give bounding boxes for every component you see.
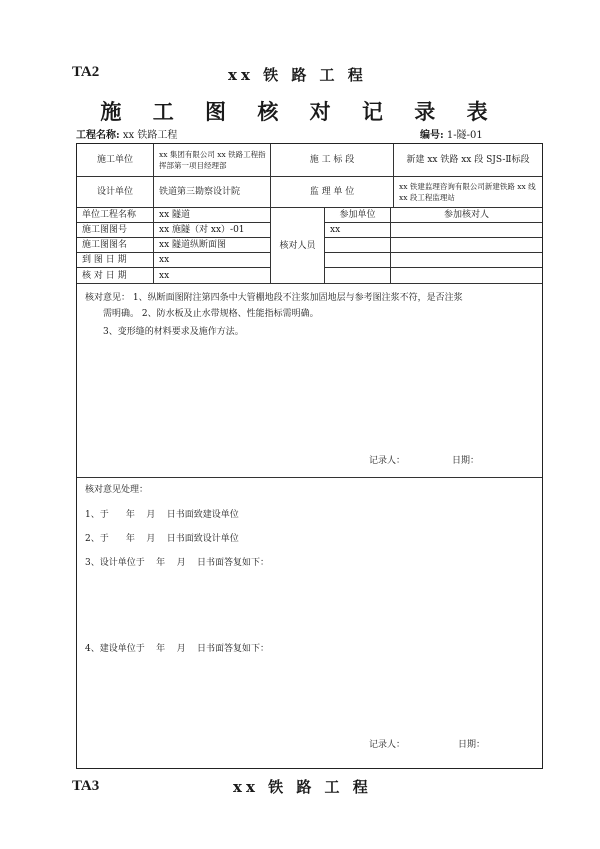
project-name — [76, 126, 177, 141]
handling-title: 核对意见处理： — [85, 485, 149, 495]
opinion-line-1: 核对意见： 1、纵断面图附注第四条中大管棚地段不注浆加固地层与参考图注浆不符，是否注浆 — [85, 293, 463, 303]
drawing-number-value: xx 施隧（对 xx）-01 — [159, 225, 245, 235]
page-title: 施 工 图 核 对 记 录 表 — [100, 99, 500, 124]
construction-unit-label: 施工单位 — [96, 155, 133, 165]
unit-project-value: xx 隧道 — [159, 210, 191, 220]
handling-item-4: 4、建设单位于 年 月 日书面答复如下： — [85, 644, 270, 654]
project-name-value: xx 铁路工程 — [122, 130, 178, 141]
design-unit-label: 设计单位 — [96, 187, 133, 197]
design-unit-value: 铁道第三勘察设计院 — [159, 187, 241, 197]
construction-unit-value: xx 集团有限公司 xx 铁路工程指挥部第一项目经理部 — [159, 150, 266, 170]
handling-item-1: 1、于 年 月 日书面致建设单位 — [85, 510, 239, 520]
opinion-date-label: 日期： — [452, 456, 480, 466]
drawing-name-value: xx 隧道纵断面图 — [159, 240, 227, 250]
form-number-label: 编号: — [420, 130, 444, 141]
row-divider — [324, 267, 542, 268]
check-date-label: 核 对 日 期 — [82, 270, 127, 281]
check-record-table — [76, 143, 543, 769]
handling-recorder-label: 记录人： — [369, 740, 406, 750]
opinion-line-2: 需明确。 2、防水板及止水带规格、性能指标需明确。 — [103, 309, 319, 319]
opinion-recorder-label: 记录人： — [369, 456, 406, 466]
form-code: TA2 — [72, 64, 100, 80]
row-divider — [77, 477, 542, 478]
participating-person-header: 参加核对人 — [443, 210, 489, 220]
arrival-date-value: xx — [159, 255, 170, 265]
supervision-value: xx 铁建监理咨询有限公司新建铁路 xx 线 xx 段工程监理站 — [399, 182, 536, 202]
form-number — [420, 126, 483, 141]
drawing-name-label: 施工图图名 — [82, 240, 128, 250]
participating-unit-header: 参加单位 — [339, 210, 376, 220]
row-divider — [324, 237, 542, 238]
header-project: xx 铁 路 工 程 — [228, 66, 367, 84]
project-name-label: 工程名称: — [76, 130, 120, 141]
section-value: 新建 xx 铁路 xx 段 SJS-Ⅱ标段 — [406, 155, 530, 165]
unit-project-label: 单位工程名称 — [82, 210, 137, 220]
drawing-number-label: 施工图图号 — [82, 225, 128, 235]
form-number-value: 1-隧-01 — [446, 130, 483, 141]
supervision-label: 监 理 单 位 — [309, 187, 355, 197]
footer-project: xx 铁 路 工 程 — [233, 778, 372, 796]
handling-date-label: 日期： — [458, 740, 486, 750]
checkers-label: 核对人员 — [279, 240, 316, 251]
section-label: 施 工 标 段 — [309, 155, 355, 165]
check-date-value: xx — [159, 270, 170, 281]
row-divider — [77, 283, 542, 284]
footer-form-code: TA3 — [72, 778, 100, 794]
arrival-date-label: 到 图 日 期 — [82, 255, 127, 265]
handling-item-3: 3、设计单位于 年 月 日书面答复如下： — [85, 558, 270, 568]
row-divider — [324, 252, 542, 253]
handling-item-2: 2、于 年 月 日书面致设计单位 — [85, 534, 239, 544]
opinion-line-3: 3、变形缝的材料要求及施作方法。 — [103, 327, 244, 337]
participating-unit-value: xx — [330, 225, 341, 235]
